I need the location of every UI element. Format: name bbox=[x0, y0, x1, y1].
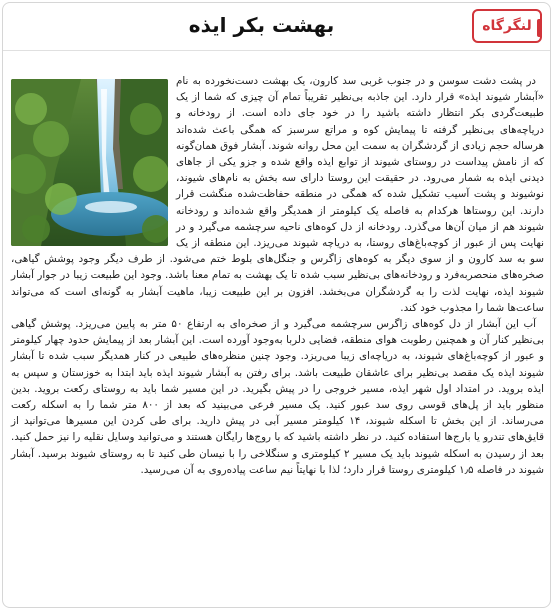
article-title: بهشت بکر ایذه bbox=[188, 13, 335, 37]
article-header bbox=[3, 3, 550, 51]
tag-accent-bar bbox=[537, 19, 542, 37]
article-body bbox=[11, 73, 544, 478]
image-spacer bbox=[11, 73, 176, 251]
article-paragraph-2: آب این آبشار از دل کوه‌های زاگرس سرچشمه می‌گیرد و از صخره‌ای به ارتفاع ۵۰ متر به پایین می‌ریزد. پوشش گیاهی بی‌نظیر کنار آن و همچنین رطوبت هوای منطقه، فضایی دلربا به‌وجود آورده است. این آبشار بعد از پیمایش حدود چهار کیلومتر و عبور از کوچه‌باغ‌های شیوند، به دریاچه‌ای زیبا می‌ریزد. وجود چنین منظره‌های طبیعی در کنار همدیگر سبب شده تا آبشار شیوند ایذه یک مقصد بی‌نظیر برای عاشقان طبیعت باشد. برای رفتن به آبشار شیوند ایذه باید ابتدا به خوزستان و سپس به ایذه بروید. در امتداد اول شهر ایذه، مسیر خروجی را در پیش بگیرید. در این مسیر شما باید به روستای رکعت بروید. بدین منظور باید از پل‌های قوسی روی سد عبور کنید. یک مسیر فرعی می‌بینید که بعد از ۸۰۰ متر شما را به اسکله رکعت می‌رساند. از این بخش تا اسکله شیوند، ۱۴ کیلومتر مسیر آبی در پیش دارید. برای طی کردن این مسیرها می‌توانید از قایق‌های تندرو یا بارج‌ها استفاده کنید. در نظر داشته باشید که با روج‌ها رایگان هستند و می‌توانید وسایل نقلیه را نیز حمل کنید. بعد از رسیدن به اسکله شیوند باید یک مسیر ۲ کیلومتری و سنگلاخی را با نیسان طی کنید تا به روستای شیوند برسید. آبشار شیوند در فاصله ۱٫۵ کیلومتری روستا قرار دارد؛ لذا با نهایتاً نیم ساعت پیاده‌روی به آن می‌رسید. bbox=[11, 318, 544, 476]
section-tag[interactable] bbox=[472, 9, 542, 43]
section-tag-label: لنگرگاه bbox=[482, 18, 532, 34]
article-card bbox=[2, 2, 551, 608]
article-paragraph-1: در پشت دشت سوسن و در جنوب غربی سد کارون، یک بهشت دست‌نخورده به نام «آبشار شیوند ایذه» قرار دارد. این جاذبه بی‌نظیر تقریباً تمام آن چیزی که شما از یک طبیعت‌گردی بکر انتظار داشته باشید را در خود جای داده است. از رودخانه و دریاچه‌های بی‌نظیر گرفته تا پیمایش کوه و مراتع سرسبز که همگی باعث شده‌اند هرساله حجم زیادی از گردشگران به سمت این محل روانه شوند. آبشار فوق همان‌گونه که از نامش پیداست در روستای شیوند از توابع ایذه واقع شده و جزو یکی از جاهای دیدنی ایذه به شمار می‌رود. در حقیقت این روستا دارای سه بخش به نام‌های شیوند، نوشیوند و پشت آسیب تشکیل شده که همگی در منطقه حفاظت‌شده منگشت قرار دارند. این روستاها هرکدام به فاصله یک کیلومتر از همدیگر واقع شده‌اند و رودخانه شیوند هم از میان آن‌ها می‌گذرد. رودخانه از دل کوه‌های ناحیه سرچشمه می‌گیرد و در نهایت پس از عبور از کوچه‌باغ‌های روستا، به دریاچه شیوند می‌ریزد. این منطقه از یک سو به سد کارون و از سوی دیگر به کوه‌های زاگرس و جنگل‌های بلوط ختم می‌شود. از طرف دیگر وجود پوشش گیاهی، صخره‌های منحصربه‌فرد و رودخانه‌های بی‌نظیر سبب شده تا یک بهشت به تمام معنا باشد. وجود این طبیعت زیبا در جوار آبشار شیوند ایذه، نهایت لذت را به گردشگران می‌بخشد. افزون بر این طبیعت زیبا، ماهیت آبشار به گونه‌ای است که می‌تواند ساعت‌ها شما را مجذوب خود کند. bbox=[11, 75, 544, 314]
